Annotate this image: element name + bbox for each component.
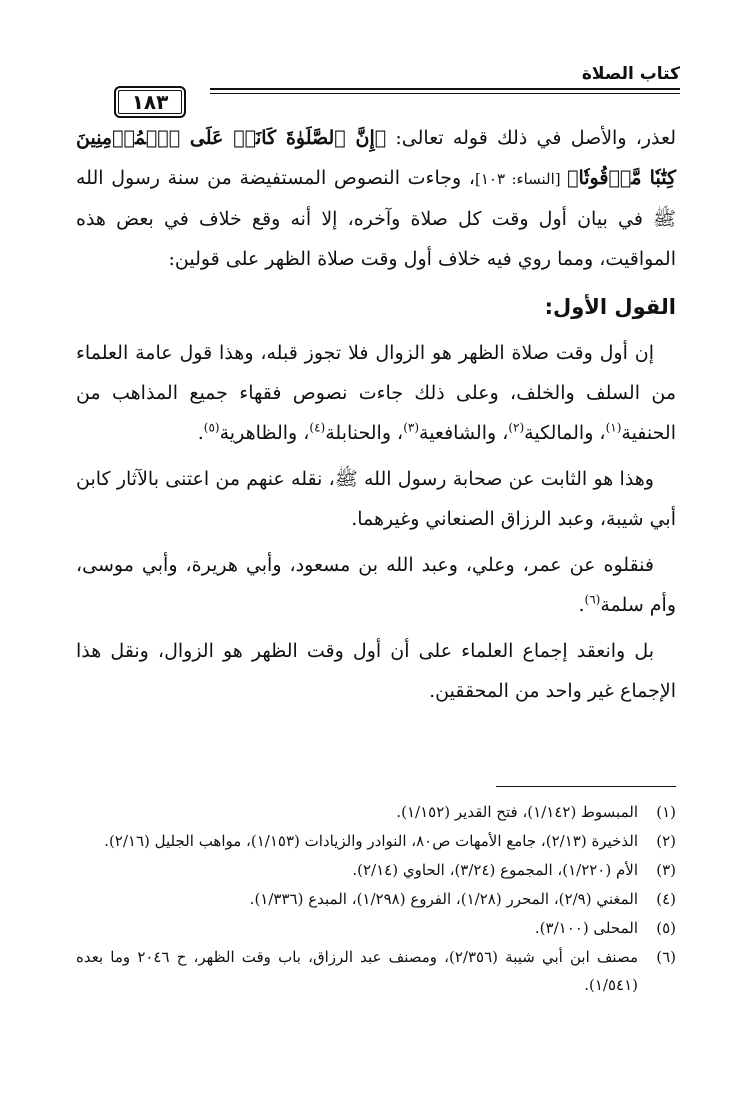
footnote-marker[interactable]: (٣) bbox=[403, 420, 420, 435]
paragraph-text: ، والشافعية bbox=[419, 422, 509, 444]
paragraph bbox=[76, 545, 676, 625]
page-number-frame bbox=[92, 74, 210, 114]
footnote bbox=[76, 856, 676, 884]
footnote-separator bbox=[496, 786, 676, 787]
paragraph-text: ، والحنابلة bbox=[325, 422, 404, 444]
footnote-number: (٣) bbox=[656, 861, 676, 879]
footnote-text: المحلى (٣/١٠٠). bbox=[534, 919, 638, 937]
verse-reference: [النساء: ١٠٣] bbox=[475, 170, 568, 188]
paragraph bbox=[76, 333, 676, 453]
book-title: كتاب الصلاة bbox=[581, 64, 680, 84]
footnotes bbox=[76, 798, 676, 1000]
footnote-marker[interactable]: (٥) bbox=[203, 420, 220, 435]
footnote bbox=[76, 914, 676, 942]
paragraph-text: ، وجاءت النصوص المستفيضة من سنة رسول الله ﷺ في بيان أول وقت كل صلاة وآخره، إلا أنه وقع خلاف في بعض هذه المواقيت، ومما روي فيه خلاف أول وقت صلاة الظهر على قولين: bbox=[76, 167, 676, 270]
paragraph bbox=[76, 118, 676, 279]
footnote-text: المبسوط (١/١٤٢)، فتح القدير (١/١٥٢). bbox=[396, 803, 638, 821]
footnote-text: المغني (٢/٩)، المحرر (١/٢٨)، الفروع (١/٢٩٨)، المبدع (١/٣٣٦). bbox=[249, 890, 638, 908]
footnote-marker[interactable]: (٢) bbox=[508, 420, 525, 435]
footnote-marker[interactable]: (٤) bbox=[309, 420, 326, 435]
paragraph-text: لعذر، والأصل في ذلك قوله تعالى: bbox=[386, 127, 676, 149]
footnote-text: الأم (١/٢٢٠)، المجموع (٣/٢٤)، الحاوي (٢/١٤). bbox=[352, 861, 638, 879]
footnote-number: (٥) bbox=[656, 919, 676, 937]
footnote-text: الذخيرة (٢/١٣)، جامع الأمهات ص٨٠، النوادر والزيادات (١/١٥٣)، مواهب الجليل (٢/١٦). bbox=[104, 832, 638, 850]
running-header bbox=[96, 62, 680, 114]
paragraph-text: إن أول وقت صلاة الظهر هو الزوال فلا تجوز قبله، وهذا قول عامة العلماء من السلف والخلف، وعلى ذلك جاءت نصوص فقهاء جميع المذاهب من الحنفية bbox=[76, 342, 676, 444]
footnote-number: (١) bbox=[656, 803, 676, 821]
footnote bbox=[76, 798, 676, 826]
quran-verse: ﴿إِنَّ ٱلصَّلَوٰةَ كَانَتۡ عَلَى ٱلۡمُؤۡمِنِينَ كِتَٰبٗا مَّوۡقُوتٗا﴾ bbox=[76, 127, 676, 189]
footnote bbox=[76, 885, 676, 913]
section-heading: القول الأول: bbox=[544, 295, 676, 319]
paragraph: بل وانعقد إجماع العلماء على أن أول وقت الظهر هو الزوال، ونقل هذا الإجماع غير واحد من المحققين. bbox=[76, 640, 676, 702]
page-number: ١٨٣ bbox=[114, 86, 186, 118]
paragraph-text: . bbox=[578, 594, 585, 616]
footnote-number: (٢) bbox=[656, 832, 676, 850]
paragraph-text: . bbox=[197, 422, 204, 444]
footnote bbox=[76, 827, 676, 855]
paragraph-text: ، والظاهرية bbox=[219, 422, 310, 444]
footnote bbox=[76, 943, 676, 999]
paragraph: وهذا هو الثابت عن صحابة رسول الله ﷺ، نقله عنهم من اعتنى بالآثار كابن أبي شيبة، وعبد الرزاق الصنعاني وغيرهما. bbox=[76, 468, 676, 530]
footnote-number: (٤) bbox=[656, 890, 676, 908]
footnote-number: (٦) bbox=[656, 948, 676, 966]
footnote-marker[interactable]: (٦) bbox=[584, 592, 601, 607]
paragraph-text: فنقلوه عن عمر، وعلي، وعبد الله بن مسعود، وأبي هريرة، وأبي موسى، وأم سلمة bbox=[76, 554, 676, 616]
main-text bbox=[76, 118, 676, 717]
footnote-text: مصنف ابن أبي شيبة (٢/٣٥٦)، ومصنف عبد الرزاق، باب وقت الظهر، ح ٢٠٤٦ وما بعده (١/٥٤١). bbox=[76, 948, 639, 994]
footnote-marker[interactable]: (١) bbox=[605, 420, 622, 435]
paragraph-text: ، والمالكية bbox=[524, 422, 606, 444]
